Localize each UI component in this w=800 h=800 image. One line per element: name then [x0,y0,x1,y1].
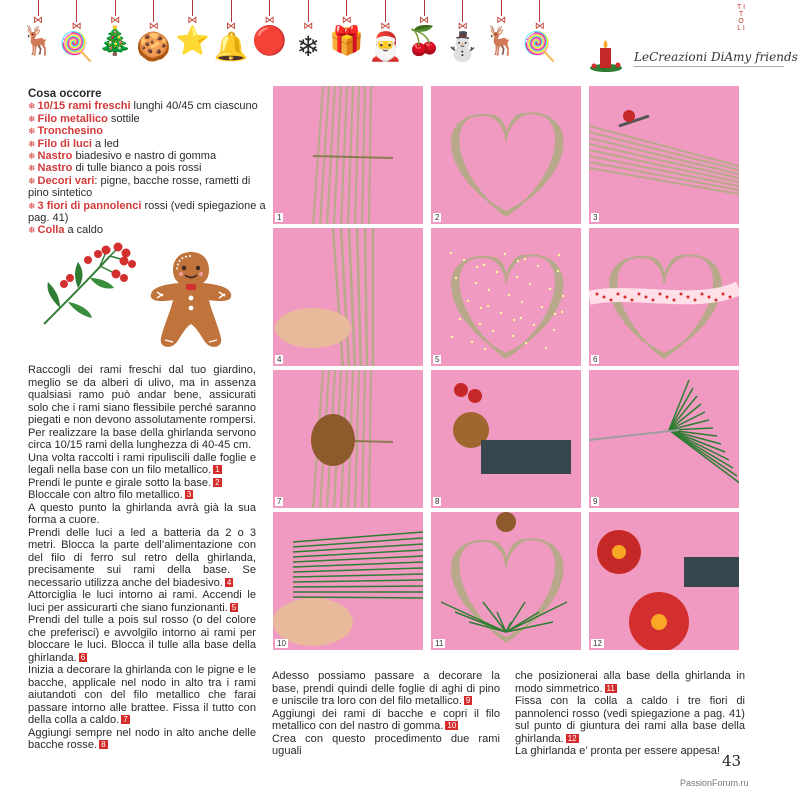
instruction-paragraph: Attorciglia le luci intorno ai rami. Accendi le luci per assicurarti che siano funzionanti. 5 [28,589,256,614]
step-number-badge: 7 [123,715,128,724]
page-number: 43 [722,752,742,770]
material-item: ❄ Colla a caldo [28,224,103,237]
instruction-paragraph: Prendi del tulle a pois sul rosso (o del colore che preferisci) e avvolgilo intorno ai rami per bloccare le luci. Blocca il tulle alla base della ghirlanda. 6 [28,614,256,664]
gingerbread-icon: ⋈ 🍪 [134,0,174,62]
star-icon: ⋈ ⭐ [172,0,212,56]
photo-step-number: 9 [593,497,598,506]
photo-step-number: 12 [593,639,602,648]
snowflake-icon: ⋈ ❄ [288,0,328,62]
photo-step-number: 6 [593,355,598,364]
step-number-badge: 8 [101,740,106,749]
photo-step-number: 8 [435,497,440,506]
reindeer-icon: ⋈ 🦌 [481,0,521,56]
step-number-badge: 10 [447,721,457,730]
photo-step-number: 2 [435,213,440,222]
step-photo-4 [273,228,423,366]
step-photo-2 [431,86,581,224]
step-number-badge: 12 [567,733,577,743]
photo-step-number: 3 [593,213,598,222]
step-number-badge: 1 [215,465,220,474]
instruction-paragraph: A questo punto la ghirlanda avrà già la sua forma a cuore. [28,501,256,526]
santa-icon: ⋈ 🎅 [365,0,405,62]
vertical-tag: T I T O L I [736,4,746,32]
photo-step-number: 4 [277,355,282,364]
snowflake-bullet-icon: ❄ [28,200,36,211]
step-number-badge: 4 [226,577,232,587]
material-item: ❄ Nastro di tulle bianco a pois rossi [28,162,202,175]
material-item: ❄ 10/15 rami freschi lunghi 40/45 cm ciascuno [28,100,258,113]
brand-logo [582,38,798,72]
instruction-paragraph: Aggiungi dei rami di bacche e copri il filo metallico con del nastro di gomma. 10 [272,707,500,732]
snowflake-bullet-icon: ❄ [28,101,36,112]
snowflake-bullet-icon: ❄ [28,175,36,186]
step-number-badge: 9 [465,696,471,705]
snowflake-bullet-icon: ❄ [28,138,36,149]
step-photo-10 [273,512,423,650]
reindeer-icon: ⋈ 🦌 [18,0,58,56]
snowflake-bullet-icon: ❄ [28,126,36,137]
photo-step-number: 1 [277,213,282,222]
brand-name: LeCreazioni DiAmy friends [634,50,798,64]
step-photo-3 [589,86,739,224]
step-number-badge: 3 [186,490,192,499]
snowman-icon: ⋈ ⛄ [443,0,483,62]
instruction-paragraph: La ghirlanda e’ pronta per essere appesa! [515,745,720,757]
step-number-badge: 5 [231,602,237,612]
step-photo-12 [589,512,739,650]
materials-title: Cosa occorre [28,88,102,100]
instruction-paragraph: Aggiungi sempre nel nodo in alto anche delle bacche rosse. 8 [28,726,256,751]
material-item: ❄ Filo metallico sottile [28,112,140,125]
instructions-column-2 [272,670,500,758]
candy-cane-icon: ⋈ 🍭 [57,0,97,62]
instruction-paragraph: Raccogli dei rami freschi dal tuo giardino, meglio se da alberi di ulivo, ma in assenza qualsiasi ramo può andar bene, assicurati solo che i rami siano flessibile perché saranno piegati e non devono assolutamente rompersi. Per realizzare la base della ghirlanda servono circa 10/15 rami della lunghezza di 40-45 cm. [28,364,256,451]
instruction-paragraph: Una volta raccolti i rami ripuliscili dalle foglie e legali nella base con un filo metallico. 1 [28,451,256,476]
photo-step-number: 5 [435,355,440,364]
snowflake-bullet-icon: ❄ [28,225,36,236]
step-photo-5 [431,228,581,366]
candle-icon [588,38,624,72]
gingerbread-man-illustration [145,248,237,352]
snowflake-bullet-icon: ❄ [28,113,36,124]
materials-list [28,88,268,237]
candy-cane-icon: ⋈ 🍭 [520,0,560,62]
material-item: ❄ Tronchesino [28,125,103,138]
material-item: ❄ 3 fiori di pannolenci rossi (vedi spiegazione a pag. 41) [28,199,266,225]
material-item: ❄ Nastro biadesivo e nastro di gomma [28,150,217,163]
snowflake-bullet-icon: ❄ [28,163,36,174]
instruction-paragraph: Prendi le punte e girale sotto la base. 2 [28,476,220,489]
step-photo-8 [431,370,581,508]
instruction-paragraph: Crea con questo procedimento due rami uguali [272,732,500,757]
instruction-paragraph: Fissa con la colla a caldo i tre fiori di pannolenci rosso (vedi spiegazione a pag. 41) sul punto di giuntura dei rami alla base della ghirlanda. 12 [515,695,745,745]
instruction-paragraph: Prendi delle luci a led a batteria da 2 o 3 metri. Blocca la parte dell’alimentazione con del filo di ferro sul retro della ghirlanda, precisamente sui rami della base. Se necessario utilizza anche del biadesivo. 4 [28,526,256,589]
instruction-paragraph: che posizionerai alla base della ghirlanda in modo simmetrico. 11 [515,670,745,695]
instructions-column-3 [515,670,745,758]
berry-branch-illustration [40,238,140,328]
instruction-paragraph: Adesso possiamo passare a decorare la base, prendi quindi delle foglie di aghi di pino e uniscile tra loro con del filo metallico. 9 [272,670,500,707]
photo-step-number: 7 [277,497,282,506]
instruction-paragraph: Inizia a decorare la ghirlanda con le pigne e le bacche, applicale nel nodo in alto tra i rami aiutandoti con del filo metallico che farai passare intorno alle brattee. Fissa il tutto con della colla a caldo. 7 [28,664,256,726]
material-item: ❄ Decori vari: pigne, bacche rosse, rametti di pino sintetico [28,174,251,200]
material-item: ❄ Filo di luci a led [28,137,119,150]
gift-icon: ⋈ 🎁 [327,0,367,56]
holly-icon: ⋈ 🍒 [404,0,444,56]
step-number-badge: 11 [606,683,615,693]
step-photo-11 [431,512,581,650]
step-photo-6 [589,228,739,366]
ball-ornament-icon: ⋈ 🔴 [250,0,290,56]
watermark: PassionForum.ru [680,778,749,788]
step-photo-7 [273,370,423,508]
photo-step-number: 10 [277,639,286,648]
instruction-paragraph: Bloccale con altro filo metallico. 3 [28,489,192,501]
snowflake-bullet-icon: ❄ [28,151,36,162]
step-number-badge: 6 [80,652,86,662]
step-photo-9 [589,370,739,508]
instructions-column-1 [28,364,256,752]
step-photo-1 [273,86,423,224]
tree-icon: ⋈ 🎄 [95,0,135,56]
photo-step-number: 11 [435,639,444,648]
step-number-badge: 2 [215,477,220,487]
bell-icon: ⋈ 🔔 [211,0,251,62]
